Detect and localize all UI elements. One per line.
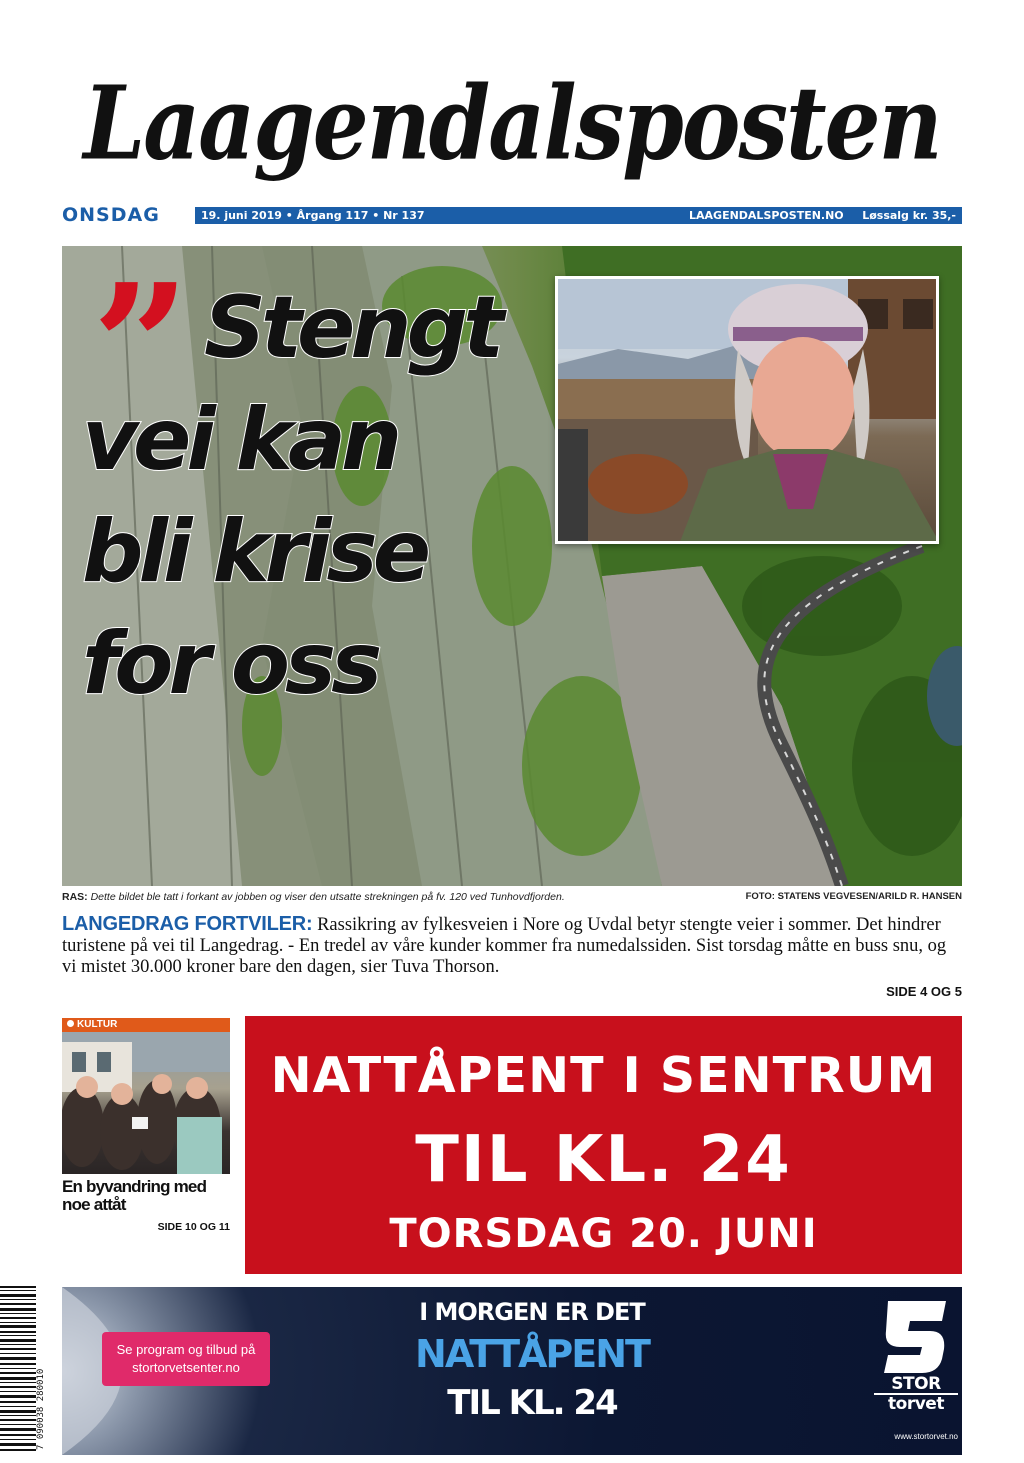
- kultur-tag: [62, 1018, 230, 1032]
- newspaper-title: Laagendalsposten: [83, 63, 941, 183]
- masthead: [0, 48, 1024, 198]
- barcode: [0, 1286, 40, 1454]
- issue-info: 19. juni 2019 • Årgang 117 • Nr 137: [201, 209, 425, 222]
- stortorvet-advert[interactable]: [62, 1287, 962, 1455]
- stortorvet-logo-text: [874, 1375, 958, 1413]
- logo-word-stor: STOR: [874, 1375, 958, 1395]
- caption-text: Dette bildet ble tatt i forkant av jobben og viser den utsatte strekningen på fv. 120 ved Tunhovdfjorden.: [87, 891, 565, 903]
- inset-portrait-photo: [555, 276, 939, 544]
- story-page-ref: SIDE 4 OG 5: [886, 984, 962, 999]
- nattapent-advert[interactable]: [245, 1016, 962, 1274]
- quote-mark: ”: [92, 247, 172, 447]
- caption-lead: RAS:: [62, 891, 88, 903]
- advert-line-2: TIL KL. 24: [415, 1123, 792, 1197]
- program-button[interactable]: Se program og tilbud på stortorvetsenter.no: [102, 1332, 270, 1386]
- headline-line-4: for oss: [82, 614, 378, 714]
- advert-tagline: I MORGEN ER DET: [419, 1298, 645, 1326]
- price: Løssalg kr. 35,-: [862, 209, 956, 222]
- photo-caption: [62, 890, 712, 904]
- logo-word-torvet: torvet: [888, 1394, 944, 1414]
- kultur-photo[interactable]: [62, 1032, 230, 1174]
- headline-line-1: Stengt: [204, 278, 500, 378]
- barcode-digits: 7 090038 280010: [36, 1368, 46, 1450]
- headline[interactable]: [82, 247, 552, 720]
- story-kicker: LANGEDRAG FORTVILER:: [62, 913, 313, 935]
- kultur-title[interactable]: En byvandring med noe attåt: [62, 1177, 207, 1214]
- story-body: Rassikring av fylkesveien i Nore og Uvdal betyr stengte veier i sommer. Det hindrer turistene på vei til Langedrag. - En tredel av våre kunder kommer fra numedalssiden. Sist torsdag måtte en buss snu, og vi mistet 30.000 kroner bare den dagen, sier Tuva Thorson.: [62, 915, 947, 977]
- bullet-icon: [67, 1020, 74, 1027]
- kultur-tag-label: KULTUR: [77, 1019, 118, 1030]
- kultur-page-ref: SIDE 10 OG 11: [157, 1221, 230, 1233]
- advert-time: TIL KL. 24: [447, 1383, 617, 1423]
- advert-url[interactable]: www.stortorvet.no: [894, 1432, 958, 1441]
- photo-credit: FOTO: STATENS VEGVESEN/ARILD R. HANSEN: [745, 891, 962, 902]
- dateline-bar: [195, 207, 962, 224]
- advert-highlight: NATTÅPENT: [415, 1332, 649, 1376]
- advert-line-1: NATTÅPENT I SENTRUM: [270, 1047, 937, 1104]
- advert-line-3: TORSDAG 20. JUNI: [389, 1211, 818, 1257]
- headline-line-2: vei kan: [82, 390, 398, 490]
- stortorvet-logo-icon: [880, 1297, 952, 1377]
- dateline-day: ONSDAG: [62, 204, 160, 226]
- website-link[interactable]: LAAGENDALSPOSTEN.NO: [689, 209, 844, 222]
- headline-line-3: bli krise: [82, 502, 427, 602]
- story-lead[interactable]: [62, 914, 962, 978]
